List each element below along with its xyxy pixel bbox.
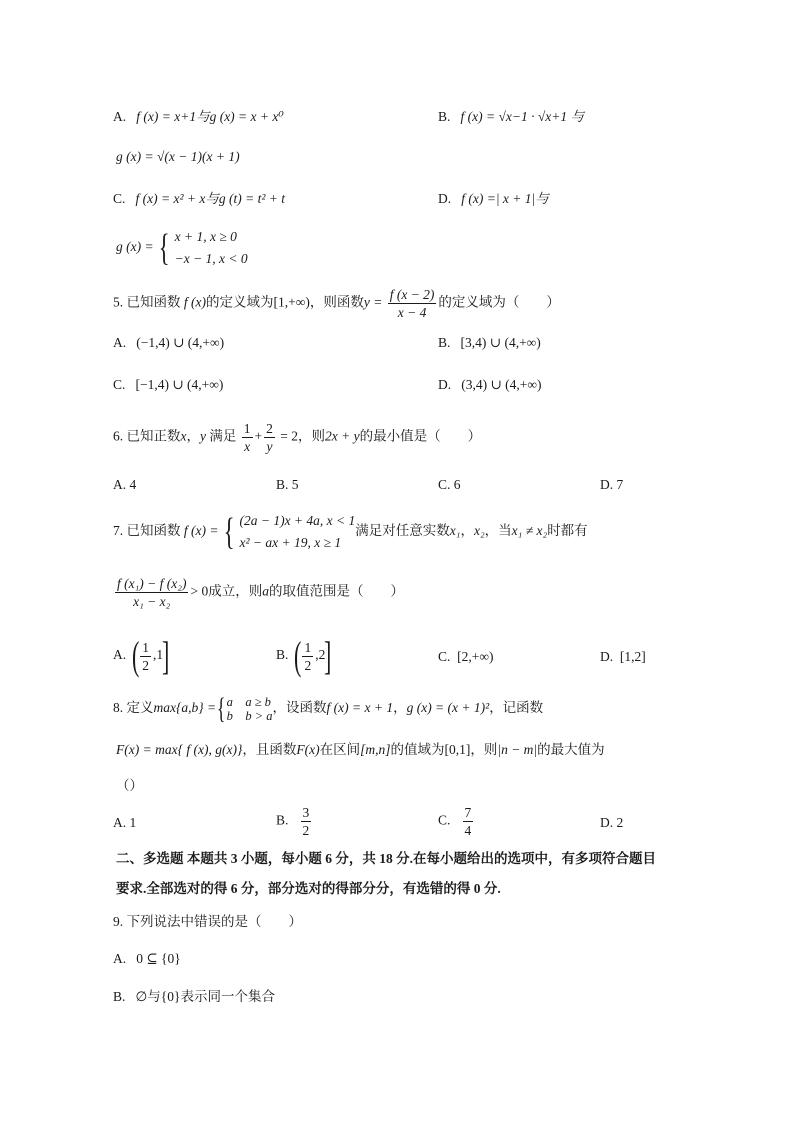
q6-option-d-text: 7	[616, 477, 624, 492]
q7-frac-den: x₁ − x₂	[133, 594, 171, 609]
q8-option-d	[600, 814, 623, 832]
q7-option-d-label: D.	[600, 649, 614, 664]
q7-option-a-rest: ,1	[152, 647, 164, 663]
q5-option-c-text: [−1,4) ∪ (4,+∞)	[135, 377, 224, 392]
q8-option-c-den: 4	[464, 823, 472, 838]
q7-fraction	[115, 575, 188, 610]
q8-f-def: f (x) = x + 1	[326, 700, 394, 716]
q7-option-a	[113, 633, 170, 678]
q5-option-c-label: C.	[113, 377, 126, 392]
q6-sep: ，	[186, 428, 200, 444]
q8-stem-pre: 8. 定义	[113, 700, 154, 716]
q8-line2-mid4: ，则	[470, 742, 498, 757]
q6-option-c-label: C.	[438, 477, 451, 492]
q8-cases	[227, 695, 273, 723]
q4-option-d-continued	[116, 226, 248, 270]
q4-option-c-label: C.	[113, 191, 126, 206]
q8-line2-interval: [m,n]	[360, 742, 391, 757]
q7-option-a-num: 1	[142, 639, 149, 655]
q4-option-d-label: D.	[438, 191, 452, 206]
q6-option-c-text: 6	[453, 477, 461, 492]
q9-option-b	[113, 988, 275, 1006]
q7-stem-post: 时都有	[547, 523, 588, 539]
q8-stem-line2	[116, 741, 605, 759]
q8-line2-mid2: 在区间	[319, 742, 361, 757]
q7-x2: x₂	[473, 523, 485, 539]
q5-option-c	[113, 376, 223, 394]
q8-line2-F: F(x) = max{ f (x), g(x)}	[116, 742, 243, 757]
q8-option-a	[113, 814, 136, 832]
q5-option-b-label: B.	[438, 335, 451, 350]
q8-option-b-fraction	[301, 804, 312, 839]
q9-option-a	[113, 950, 181, 968]
q8-case1: a a ≥ b	[226, 695, 271, 709]
q4-option-b-continued	[116, 148, 240, 166]
q7-option-b	[276, 633, 332, 678]
q8-line2-mid3: 的值域为	[390, 742, 445, 757]
q8-stem-post: ，记函数	[489, 700, 544, 716]
left-brace-icon: {	[217, 692, 226, 725]
q6-eq: = 2	[280, 428, 298, 444]
q6-stem-post: 的最小值是（ ）	[359, 428, 482, 444]
left-paren-icon: (	[294, 633, 302, 678]
q7-cases	[239, 510, 355, 554]
q5-option-b-text: [3,4) ∪ (4,+∞)	[460, 335, 541, 350]
q7-option-d-text: [1,2]	[619, 649, 646, 664]
q6-stem	[113, 420, 481, 455]
q8-option-c	[438, 804, 475, 839]
q7-stem-mid2: ，当	[484, 523, 512, 539]
q4-option-d	[438, 190, 549, 208]
q5-stem-pre: 5. 已知函数	[113, 294, 181, 310]
q8-g-def: g (x) = (x + 1)²	[406, 700, 490, 716]
q7-option-b-rest: ,2	[315, 647, 326, 663]
q4-option-b-label: B.	[438, 109, 451, 124]
q8-option-b-label: B.	[276, 812, 289, 828]
q4-option-b-cont-text: g (x) = √(x − 1)(x + 1)	[116, 149, 240, 164]
q4-option-b-text: f (x) = √x−1 · √x+1 与	[460, 109, 585, 124]
q8-line2-range: [0,1]	[444, 742, 471, 757]
q7-cond: x₁ ≠ x₂	[511, 523, 548, 539]
q4-option-a-label: A.	[113, 109, 127, 124]
left-brace-icon: {	[158, 227, 170, 269]
q8-option-c-label: C.	[438, 812, 451, 828]
q6-fraction-1	[242, 420, 253, 455]
q5-fraction-num: f (x − 2)	[389, 287, 435, 302]
q5-option-a-label: A.	[113, 335, 127, 350]
q5-stem-domain: [1,+∞)	[273, 294, 310, 310]
q7-stem: 7. 已知函数 f (x) = { (2a − 1)x + 4a, x < 1 x² − ax + 19, x ≥ 1 满足对任意实数x₁，x₂，当x₁ ≠ x₂时都有	[113, 511, 588, 553]
q9-option-b-text: ∅与{0}表示同一个集合	[135, 989, 275, 1004]
q7-option-b-fraction	[302, 639, 313, 674]
q8-option-a-text: 1	[129, 815, 137, 830]
q4-option-a-text: f (x) = x+1与g (x) = x + x⁰	[136, 109, 284, 124]
q6-option-c	[438, 476, 461, 494]
q8-option-d-label: D.	[600, 815, 614, 830]
q7-lhs: f (x) =	[183, 523, 219, 539]
q5-stem-fx: f (x)	[183, 294, 206, 310]
q7-option-a-label: A.	[113, 647, 127, 663]
q6-stem-mid: 满足	[209, 428, 237, 444]
q8-stem-mid: ，设函数	[272, 700, 327, 716]
q6-option-a-label: A.	[113, 477, 127, 492]
q6-expr: 2x + y	[325, 428, 360, 444]
q8-option-c-num: 7	[464, 805, 472, 820]
q7-frac-num: f (x₁) − f (x₂)	[117, 576, 187, 591]
q8-option-b-num: 3	[302, 805, 310, 820]
right-bracket-icon: ]	[324, 633, 332, 678]
q4-option-a	[113, 108, 284, 126]
q6-option-d-label: D.	[600, 477, 614, 492]
q7-option-c	[438, 648, 494, 666]
q4-option-b	[438, 108, 584, 126]
q7-option-b-den: 2	[304, 657, 312, 673]
q4-d-lhs: g (x) =	[116, 239, 154, 255]
q5-option-d	[438, 376, 542, 394]
q5-stem-mid: 的定义域为	[205, 294, 274, 310]
q8-sep: ，	[393, 700, 407, 716]
q7-case1: (2a − 1)x + 4a, x < 1	[239, 513, 356, 528]
q7-option-d	[600, 648, 646, 666]
q6-var-x: x	[180, 428, 187, 444]
q7-stem-mid: 满足对任意实数	[355, 523, 450, 539]
q6-option-d	[600, 476, 623, 494]
q6-fraction-2	[264, 420, 275, 455]
q8-line2-Fx: F(x)	[296, 742, 320, 757]
q8-max-def: max{a,b} =	[153, 700, 217, 716]
q7-option-c-text: [2,+∞)	[457, 649, 494, 664]
q7-x1: x₁	[449, 523, 461, 539]
right-bracket-icon: ]	[162, 633, 170, 678]
q4-option-c-text: f (x) = x² + x与g (t) = t² + t	[135, 191, 286, 206]
q8-line2-abs: |n − m|	[497, 742, 538, 757]
q4-option-d-text: f (x) =| x + 1|与	[461, 191, 549, 206]
q8-stem	[113, 694, 543, 724]
q5-option-b	[438, 334, 541, 352]
q7-option-a-fraction	[140, 639, 151, 674]
q5-stem-y: y =	[363, 294, 383, 310]
q6-f2-den: y	[266, 439, 273, 454]
section2-instructions-line1: 二、多选题 本题共 3 小题，每小题 6 分，共 18 分.在每小题给出的选项中，有多项符合题目	[116, 851, 656, 866]
q5-option-a	[113, 334, 224, 352]
q8-case2: b b > a	[226, 709, 273, 723]
q6-option-b-label: B.	[276, 477, 289, 492]
q8-option-a-label: A.	[113, 815, 127, 830]
section2-instructions-line2: 要求.全部选对的得 6 分，部分选对的得部分分，有选错的得 0 分.	[116, 881, 501, 896]
q6-var-y: y	[200, 428, 206, 444]
q6-option-a-text: 4	[129, 477, 137, 492]
q8-option-b-den: 2	[302, 823, 310, 838]
q7-option-b-num: 1	[304, 639, 312, 655]
q6-option-a	[113, 476, 136, 494]
left-paren-icon: (	[131, 633, 140, 678]
q7-option-b-label: B.	[276, 647, 289, 663]
q8-stem-line3	[116, 777, 143, 795]
q8-line2-post: 的最大值为	[537, 742, 605, 757]
q6-f1-den: x	[244, 439, 251, 454]
q9-stem: 9. 下列说法中错误的是（ ）	[113, 914, 302, 929]
q6-f1-num: 1	[243, 421, 251, 436]
q5-stem-post: 的定义域为（ ）	[438, 294, 560, 310]
q7-line2-post: 成立，则	[208, 583, 263, 599]
q7-stem-pre: 7. 已知函数	[113, 523, 181, 539]
q9-option-a-text: 0 ⊆ {0}	[136, 951, 181, 966]
q4-d-cases	[175, 226, 248, 270]
q7-line2-end: 的取值范围是（ ）	[268, 583, 404, 599]
q5-fraction	[388, 286, 437, 321]
q8-option-c-fraction	[463, 804, 474, 839]
q9-option-b-label: B.	[113, 989, 126, 1004]
q7-case2: x² − ax + 19, x ≥ 1	[239, 535, 342, 550]
q4-option-c	[113, 190, 285, 208]
q9-option-a-label: A.	[113, 951, 127, 966]
left-brace-icon: {	[223, 511, 235, 553]
q5-option-a-text: (−1,4) ∪ (4,+∞)	[136, 335, 225, 350]
q6-option-b	[276, 476, 299, 494]
q6-stem-pre: 6. 已知正数	[113, 428, 181, 444]
q7-stem-line2	[113, 575, 404, 610]
q8-line3: （）	[116, 778, 143, 793]
q8-option-b	[276, 804, 313, 839]
q5-fraction-den: x − 4	[397, 305, 427, 320]
q5-option-d-text: (3,4) ∪ (4,+∞)	[461, 377, 542, 392]
q5-stem-mid2: ，则函数	[309, 294, 364, 310]
q7-var-a: a	[262, 583, 269, 599]
q6-f2-num: 2	[266, 421, 273, 436]
q7-gt: > 0	[190, 583, 209, 599]
q5-stem	[113, 286, 560, 321]
q6-option-b-text: 5	[291, 477, 299, 492]
q4-d-case2: −x − 1, x < 0	[174, 251, 248, 266]
q7-option-c-label: C.	[438, 649, 451, 664]
q7-option-a-den: 2	[142, 657, 149, 673]
q6-plus: +	[254, 428, 263, 444]
q5-option-d-label: D.	[438, 377, 452, 392]
q8-line2-mid: ，且函数	[242, 742, 297, 757]
q6-stem-mid2: ，则	[298, 428, 325, 444]
q4-d-case1: x + 1, x ≥ 0	[174, 229, 237, 244]
q8-option-d-text: 2	[616, 815, 624, 830]
